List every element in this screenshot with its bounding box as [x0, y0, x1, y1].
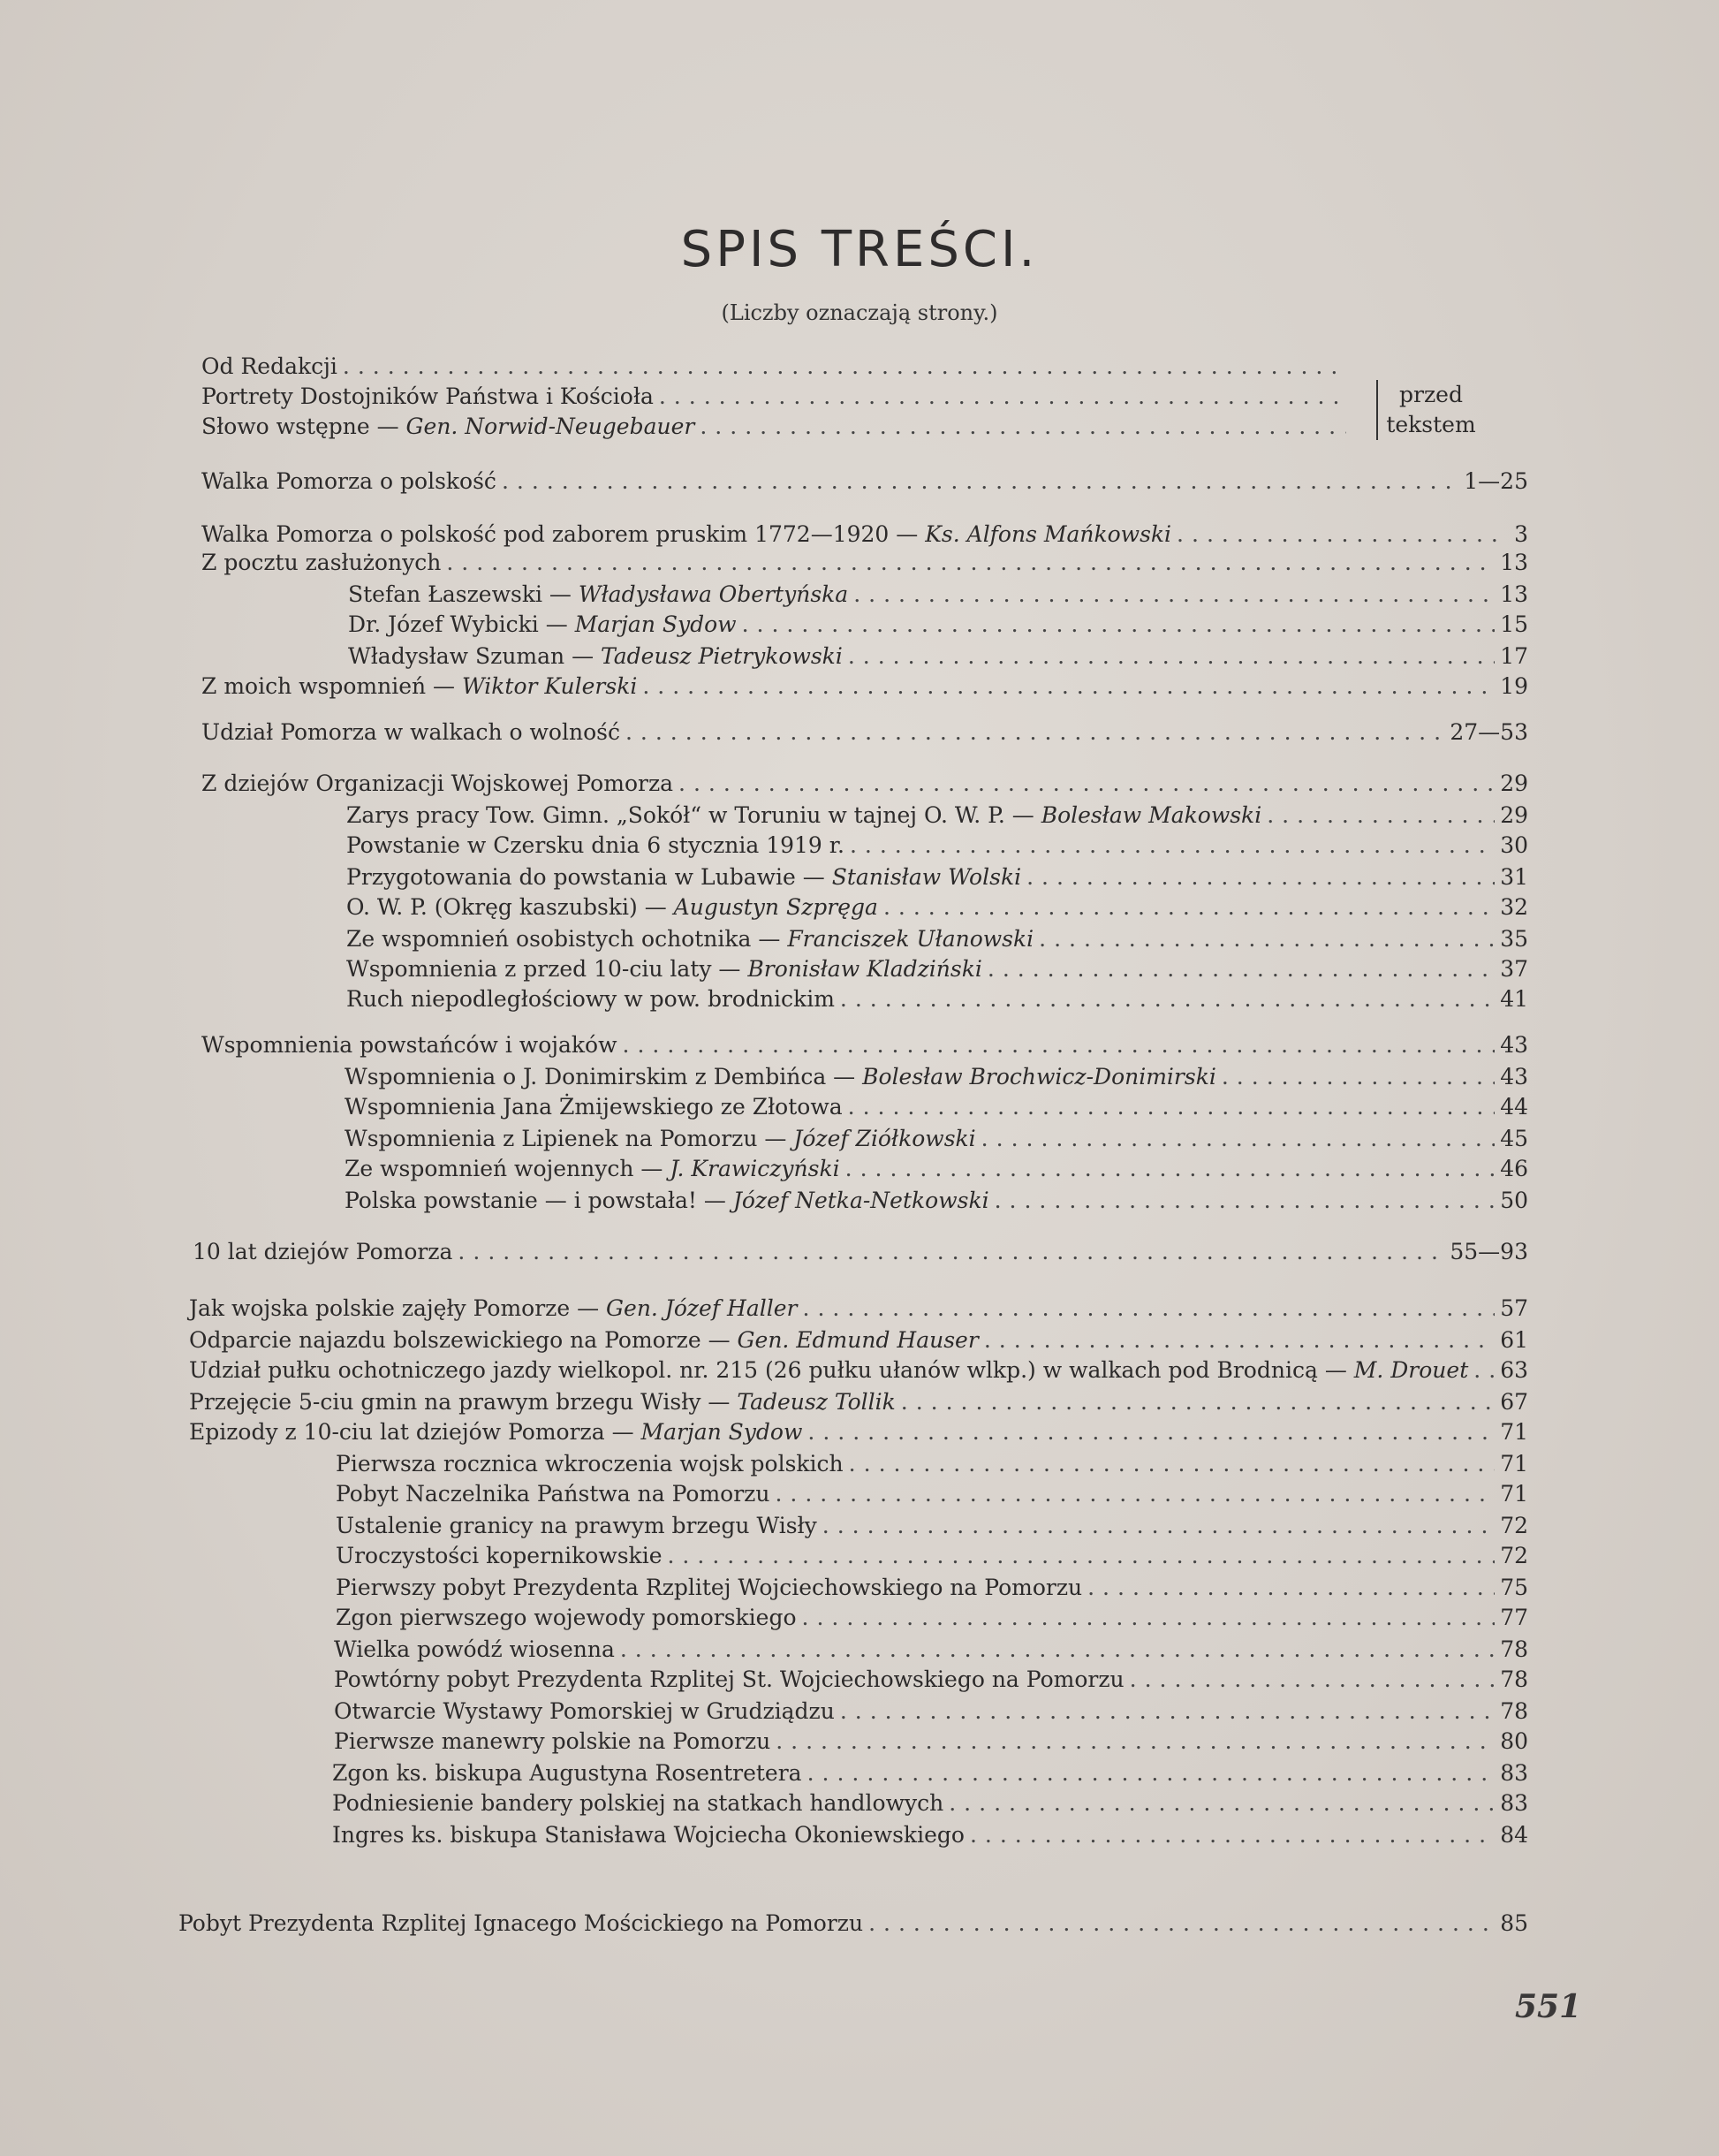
toc-entry-title: Ustalenie granicy na prawym brzegu Wisły	[336, 1513, 817, 1538]
toc-entry-author: Tadeusz Pietrykowski	[601, 643, 843, 669]
toc-entry	[336, 1479, 1528, 1509]
page-number: 551	[1515, 1988, 1582, 2025]
dot-leader	[742, 610, 1496, 640]
toc-entry-page: 37	[1500, 956, 1528, 982]
dot-leader	[822, 1511, 1495, 1541]
toc-entry-author: Gen. Norwid-Neugebauer	[405, 414, 695, 439]
dot-leader	[901, 1387, 1495, 1417]
toc-entry-page: 29	[1500, 802, 1528, 828]
toc-entry-page: 83	[1500, 1760, 1528, 1786]
toc-entry	[201, 1030, 1528, 1060]
toc-entry-author: Józef Netka-Netkowski	[732, 1188, 989, 1213]
toc-entry-title: Podniesienie bandery polskiej na statkach handlowych	[332, 1790, 944, 1816]
toc-entry-title: Wspomnienia z Lipienek na Pomorzu — Józef Ziółkowski	[345, 1126, 976, 1151]
toc-entry	[332, 1788, 1528, 1818]
toc-entry	[201, 467, 1528, 497]
toc-entry-page: 35	[1500, 926, 1528, 952]
toc-entry-author: Wiktor Kulerski	[462, 673, 638, 699]
toc-entry	[332, 1820, 1528, 1850]
toc-entry	[346, 954, 1528, 984]
toc-entry	[346, 801, 1528, 831]
toc-entry	[189, 1387, 1528, 1417]
toc-entry	[336, 1573, 1528, 1603]
side-note-line2: tekstem	[1386, 412, 1476, 437]
toc-entry	[178, 1909, 1528, 1939]
dot-leader	[1222, 1062, 1495, 1092]
dot-leader	[845, 1154, 1496, 1184]
dot-leader	[1087, 1573, 1495, 1603]
dot-leader	[1473, 1355, 1495, 1385]
toc-entry-title: Odparcie najazdu bolszewickiego na Pomorze — Gen. Edmund Hauser	[189, 1327, 979, 1353]
toc-entry-author: Franciszek Ułanowski	[787, 926, 1034, 952]
dot-leader	[853, 580, 1495, 610]
dot-leader	[981, 1124, 1496, 1154]
dot-leader	[883, 892, 1495, 922]
dot-leader	[458, 1237, 1444, 1267]
toc-entry-author: Gen. Józef Haller	[606, 1295, 798, 1321]
toc-entry-title: Otwarcie Wystawy Pomorskiej w Grudziądzu	[334, 1698, 835, 1724]
toc-entry	[345, 1154, 1528, 1184]
toc-entry	[345, 1124, 1528, 1154]
toc-entry-author: Stanisław Wolski	[831, 864, 1022, 890]
toc-entry-page: 55—93	[1450, 1239, 1528, 1264]
toc-entry-title: Pierwsza rocznica wkroczenia wojsk polskich	[336, 1451, 844, 1477]
toc-entry-author: Władysława Obertyńska	[578, 581, 849, 607]
toc-entry-title: Zarys pracy Tow. Gimn. „Sokół“ w Toruniu w tajnej O. W. P. — Bolesław Makowski	[346, 802, 1262, 828]
dot-leader	[840, 984, 1495, 1014]
toc-entry-author: Józef Ziółkowski	[793, 1126, 976, 1151]
toc-entry-author: Gen. Edmund Hauser	[737, 1327, 979, 1353]
toc-entry-title: Ze wspomnień osobistych ochotnika — Franciszek Ułanowski	[346, 926, 1034, 952]
toc-entry-title: Epizody z 10-ciu lat dziejów Pomorza — Marjan Sydow	[189, 1419, 803, 1445]
toc-entry-author: Marjan Sydow	[574, 611, 737, 637]
dot-leader	[659, 382, 1346, 412]
toc-entry-page: 15	[1500, 611, 1528, 637]
dot-leader	[995, 1186, 1496, 1216]
toc-entry	[334, 1727, 1528, 1757]
dot-leader	[625, 717, 1444, 748]
toc-entry-author: Bolesław Brochwicz-Donimirski	[862, 1064, 1216, 1089]
toc-entry-page: 32	[1500, 894, 1528, 920]
toc-entry-title: Władysław Szuman — Tadeusz Pietrykowski	[348, 643, 843, 669]
toc-entry-title: Udział Pomorza w walkach o wolność	[201, 719, 620, 745]
toc-entry	[189, 1417, 1528, 1447]
toc-entry	[201, 520, 1528, 550]
toc-entry-title: Pobyt Naczelnika Państwa na Pomorzu	[336, 1481, 770, 1507]
toc-entry-page: 78	[1500, 1666, 1528, 1692]
toc-entry-author: Augustyn Szpręga	[673, 894, 878, 920]
toc-entry-page: 80	[1500, 1728, 1528, 1754]
toc-entry-title: Wspomnienia Jana Żmijewskiego ze Złotowa	[345, 1094, 843, 1120]
toc-entry-page: 85	[1500, 1910, 1528, 1936]
toc-entry-title: Z pocztu zasłużonych	[201, 550, 442, 575]
toc-entry-page: 83	[1500, 1790, 1528, 1816]
toc-entry-page: 57	[1500, 1295, 1528, 1321]
dot-leader	[1267, 801, 1495, 831]
dot-leader	[1039, 924, 1495, 954]
toc-entry-title: Stefan Łaszewski — Władysława Obertyńska	[348, 581, 849, 607]
toc-entry-title: Przejęcie 5-ciu gmin na prawym brzegu Wisły — Tadeusz Tollik	[189, 1389, 896, 1415]
toc-entry	[345, 1062, 1528, 1092]
toc-entry	[201, 412, 1378, 442]
dot-leader	[343, 352, 1346, 382]
dot-leader	[775, 1479, 1495, 1509]
dot-leader	[840, 1697, 1495, 1727]
dot-leader	[807, 1758, 1496, 1788]
toc-entry-page: 75	[1500, 1575, 1528, 1600]
toc-entry	[334, 1635, 1528, 1665]
toc-entry-page: 45	[1500, 1126, 1528, 1151]
toc-entry-title: Walka Pomorza o polskość	[201, 468, 496, 494]
toc-entry-page: 67	[1500, 1389, 1528, 1415]
toc-entry-title: Udział pułku ochotniczego jazdy wielkopol. nr. 215 (26 pułku ułanów wlkp.) w walkach pod Brodnicą — M. Drouet	[189, 1357, 1469, 1383]
toc-entry-title: Zgon pierwszego wojewody pomorskiego	[336, 1605, 797, 1630]
toc-entry-title: O. W. P. (Okręg kaszubski) — Augustyn Szpręga	[346, 894, 878, 920]
dot-leader	[848, 1092, 1496, 1122]
dot-leader	[848, 641, 1495, 672]
toc-entry	[334, 1665, 1528, 1695]
toc-entry-page: 72	[1500, 1513, 1528, 1538]
toc-entry-title: Dr. Józef Wybicki — Marjan Sydow	[348, 611, 737, 637]
toc-entry	[345, 1092, 1528, 1122]
toc-entry-author: Ks. Alfons Mańkowski	[925, 521, 1172, 547]
toc-entry-title: Od Redakcji	[201, 353, 337, 379]
toc-entry-page: 61	[1500, 1327, 1528, 1353]
toc-entry-page: 71	[1500, 1481, 1528, 1507]
toc-entry-title: Wspomnienia z przed 10-ciu laty — Bronisław Kladziński	[346, 956, 982, 982]
toc-entry-page: 3	[1514, 521, 1528, 547]
page-title: SPIS TREŚCI.	[680, 221, 1039, 278]
toc-entry-title: Przygotowania do powstania w Lubawie — Stanisław Wolski	[346, 864, 1022, 890]
toc-entry-title: Portrety Dostojników Państwa i Kościoła	[201, 383, 654, 409]
toc-entry-page: 71	[1500, 1451, 1528, 1477]
toc-entry-title: Pobyt Prezydenta Rzplitej Ignacego Mościckiego na Pomorzu	[178, 1910, 864, 1936]
toc-entry-page: 17	[1500, 643, 1528, 669]
toc-entry-author: Bronisław Kladziński	[747, 956, 982, 982]
toc-entry-title: Pierwszy pobyt Prezydenta Rzplitej Wojciechowskiego na Pomorzu	[336, 1575, 1083, 1600]
toc-entry-title: Ingres ks. biskupa Stanisława Wojciecha Okoniewskiego	[332, 1822, 965, 1848]
toc-entry	[346, 984, 1528, 1014]
toc-entry-author: Bolesław Makowski	[1041, 802, 1262, 828]
toc-entry	[345, 1186, 1528, 1216]
toc-entry	[201, 769, 1528, 799]
toc-entry-page: 19	[1500, 673, 1528, 699]
toc-entry	[201, 717, 1528, 748]
side-note-line1: przed	[1399, 382, 1463, 407]
toc-entry-page: 43	[1500, 1064, 1528, 1089]
dot-leader	[970, 1820, 1495, 1850]
dot-leader	[868, 1909, 1495, 1939]
toc-entry-title: Z moich wspomnień — Wiktor Kulerski	[201, 673, 638, 699]
toc-entry	[348, 580, 1528, 610]
dot-leader	[502, 467, 1458, 497]
dot-leader	[850, 831, 1495, 861]
toc-entry-page: 13	[1500, 550, 1528, 575]
toc-entry-page: 31	[1500, 864, 1528, 890]
dot-leader	[803, 1294, 1496, 1324]
toc-entry-author: M. Drouet	[1353, 1357, 1469, 1383]
dot-leader	[700, 412, 1346, 442]
toc-entry-page: 43	[1500, 1032, 1528, 1058]
toc-entry-title: Pierwsze manewry polskie na Pomorzu	[334, 1728, 771, 1754]
toc-entry-page: 63	[1500, 1357, 1528, 1383]
toc-entry	[336, 1541, 1528, 1571]
toc-entry-title: Powtórny pobyt Prezydenta Rzplitej St. Wojciechowskiego na Pomorzu	[334, 1666, 1125, 1692]
toc-entry	[346, 892, 1528, 922]
toc-entry-title: Wspomnienia o J. Donimirskim z Dembińca — Bolesław Brochwicz-Donimirski	[345, 1064, 1216, 1089]
toc-entry-page: 1—25	[1464, 468, 1528, 494]
toc-entry	[189, 1355, 1528, 1385]
toc-entry	[346, 862, 1528, 892]
dot-leader	[446, 548, 1495, 578]
toc-entry-title: Ze wspomnień wojennych — J. Krawiczyński	[345, 1156, 840, 1181]
toc-entry-author: Tadeusz Tollik	[737, 1389, 896, 1415]
toc-entry-title: Wspomnienia powstańców i wojaków	[201, 1032, 617, 1058]
toc-entry-page: 44	[1500, 1094, 1528, 1120]
toc-entry-title: Zgon ks. biskupa Augustyna Rosentretera	[332, 1760, 802, 1786]
toc-entry-title: Uroczystości kopernikowskie	[336, 1543, 663, 1568]
toc-entry	[201, 548, 1528, 578]
toc-entry-title: Z dziejów Organizacji Wojskowej Pomorza	[201, 771, 674, 796]
toc-entry-page: 78	[1500, 1698, 1528, 1724]
dot-leader	[678, 769, 1495, 799]
toc-entry-title: Powstanie w Czersku dnia 6 stycznia 1919 r.	[346, 832, 844, 858]
toc-entry-title: Słowo wstępne — Gen. Norwid-Neugebauer	[201, 414, 695, 439]
dot-leader	[988, 954, 1495, 984]
toc-entry-title: 10 lat dziejów Pomorza	[193, 1239, 453, 1264]
toc-entry-page: 41	[1500, 986, 1528, 1012]
toc-entry-author: Marjan Sydow	[640, 1419, 803, 1445]
toc-entry-page: 46	[1500, 1156, 1528, 1181]
toc-entry	[336, 1511, 1528, 1541]
toc-entry	[334, 1697, 1528, 1727]
toc-entry-page: 30	[1500, 832, 1528, 858]
toc-entry-title: Ruch niepodległościowy w pow. brodnickim	[346, 986, 835, 1012]
dot-leader	[776, 1727, 1495, 1757]
toc-entry	[189, 1325, 1528, 1355]
dot-leader	[984, 1325, 1495, 1355]
toc-entry-author: J. Krawiczyński	[670, 1156, 840, 1181]
dot-leader	[849, 1449, 1496, 1479]
toc-entry-page: 78	[1500, 1636, 1528, 1662]
toc-entry-page: 71	[1500, 1419, 1528, 1445]
dot-leader	[620, 1635, 1495, 1665]
dot-leader	[1130, 1665, 1496, 1695]
page-subtitle: (Liczby oznaczają strony.)	[721, 300, 998, 325]
toc-entry	[201, 672, 1528, 702]
dot-leader	[949, 1788, 1495, 1818]
toc-entry-page: 50	[1500, 1188, 1528, 1213]
toc-entry	[348, 610, 1528, 640]
toc-entry	[189, 1294, 1528, 1324]
dot-leader	[802, 1603, 1496, 1633]
toc-entry-page: 13	[1500, 581, 1528, 607]
toc-entry-page: 29	[1500, 771, 1528, 796]
toc-entry	[332, 1758, 1528, 1788]
toc-entry	[336, 1603, 1528, 1633]
toc-entry-page: 72	[1500, 1543, 1528, 1568]
toc-entry-title: Walka Pomorza o polskość pod zaborem pruskim 1772—1920 — Ks. Alfons Mańkowski	[201, 521, 1172, 547]
toc-entry-title: Jak wojska polskie zajęły Pomorze — Gen. Józef Haller	[189, 1295, 798, 1321]
toc-entry	[346, 924, 1528, 954]
dot-leader	[642, 672, 1495, 702]
toc-entry	[348, 641, 1528, 672]
toc-entry	[336, 1449, 1528, 1479]
toc-entry-page: 84	[1500, 1822, 1528, 1848]
toc-entry-title: Polska powstanie — i powstała! — Józef Netka-Netkowski	[345, 1188, 989, 1213]
dot-leader	[623, 1030, 1496, 1060]
toc-entry-page: 77	[1500, 1605, 1528, 1630]
toc-entry-title: Wielka powódź wiosenna	[334, 1636, 615, 1662]
toc-entry-page: 27—53	[1450, 719, 1528, 745]
toc-entry	[201, 352, 1378, 382]
dot-leader	[807, 1417, 1495, 1447]
dot-leader	[1177, 520, 1496, 550]
toc-entry	[346, 831, 1528, 861]
dot-leader	[667, 1541, 1495, 1571]
toc-entry	[193, 1237, 1528, 1267]
dot-leader	[1026, 862, 1495, 892]
toc-entry	[201, 382, 1378, 412]
